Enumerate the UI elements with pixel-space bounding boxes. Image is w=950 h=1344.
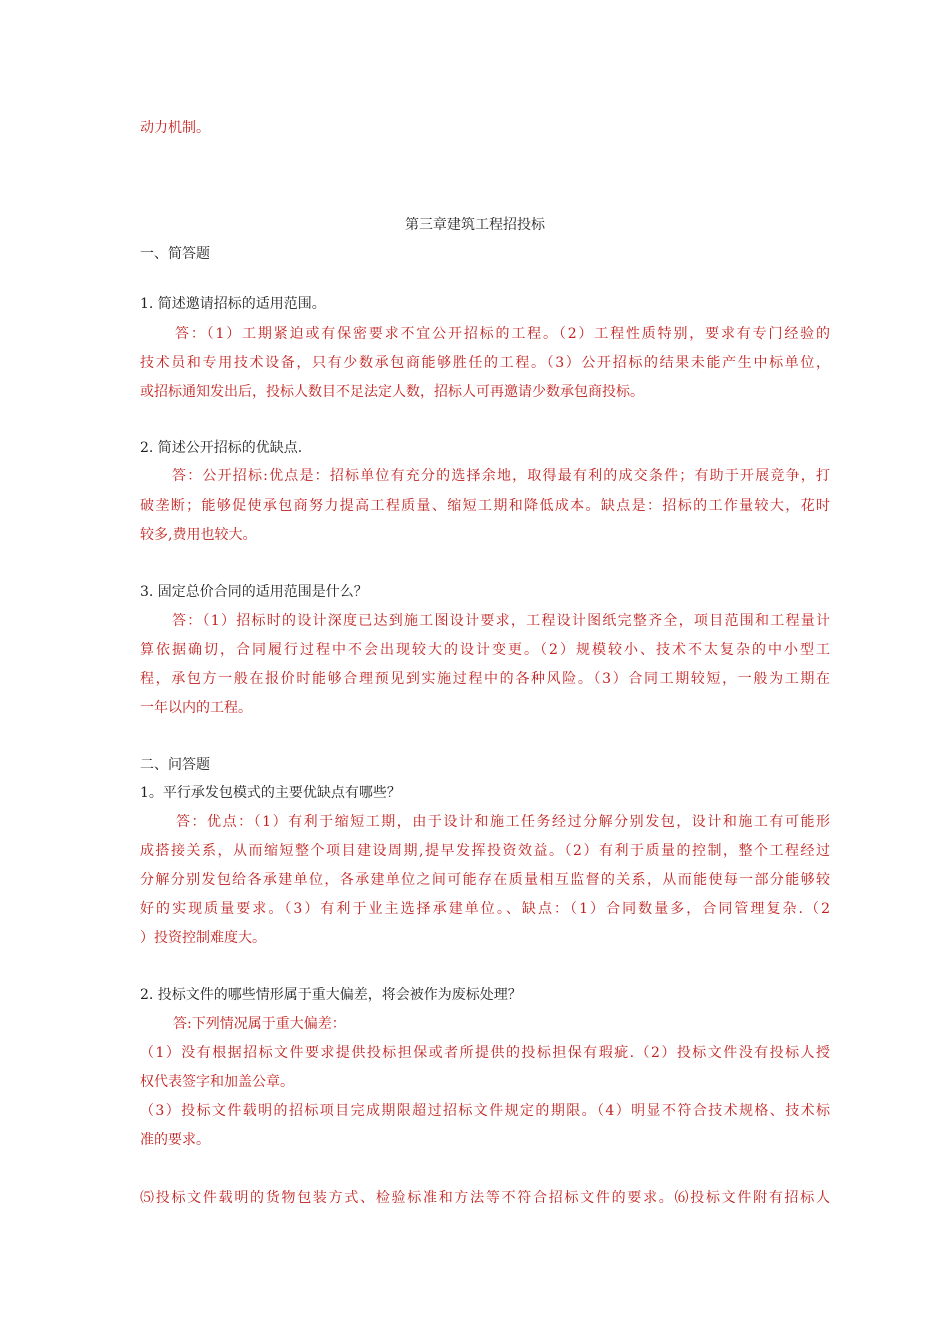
answer-5-line-4: 准的要求。	[140, 1132, 210, 1148]
answer-3-line-1: 答：（1）招标时的设计深度已达到施工图设计要求，工程设计图纸完整齐全，项目范围和工程量计	[172, 613, 830, 629]
answer-5-line-2: 权代表签字和加盖公章。	[140, 1074, 294, 1090]
answer-3-line-4: 一年以内的工程。	[140, 700, 252, 716]
answer-5-intro: 答:下列情况属于重大偏差：	[173, 1016, 346, 1032]
answer-2-line-3: 较多,费用也较大。	[140, 527, 257, 543]
question-3: 3. 固定总价合同的适用范围是什么？	[140, 584, 368, 600]
answer-5-line-1: （1）没有根据招标文件要求提供投标担保或者所提供的投标担保有瑕疵.（2）投标文件没有投标人授	[140, 1045, 830, 1061]
answer-4-line-2: 成搭接关系，从而缩短整个项目建设周期,提早发挥投资效益。（2）有利于质量的控制，整个工程经过	[140, 843, 830, 859]
question-1: 1. 简述邀请招标的适用范围。	[140, 296, 326, 312]
question-2: 2. 简述公开招标的优缺点.	[140, 440, 303, 456]
top-continuation-text: 动力机制。	[140, 120, 210, 136]
answer-3-line-3: 程，承包方一般在报价时能够合理预见到实施过程中的各种风险。（3）合同工期较短，一般为工期在	[140, 671, 830, 687]
answer-4-line-4: 好的实现质量要求。（3）有利于业主选择承建单位。、缺点：（1）合同数量多，合同管理复杂.（2	[140, 901, 830, 917]
answer-3-line-2: 算依据确切，合同履行过程中不会出现较大的设计变更。（2）规模较小、技术不太复杂的中小型工	[140, 642, 830, 658]
chapter-title: 第三章建筑工程招投标	[405, 217, 545, 233]
answer-5-line-3: （3）投标文件载明的招标项目完成期限超过招标文件规定的期限。（4）明显不符合技术规格、技术标	[140, 1103, 830, 1119]
answer-4-line-5: ）投资控制难度大。	[140, 930, 266, 946]
answer-1-line-1: 答：（1）工期紧迫或有保密要求不宜公开招标的工程。（2）工程性质特别，要求有专门经验的	[175, 326, 830, 342]
answer-2-line-1: 答：公开招标:优点是：招标单位有充分的选择余地，取得最有利的成交条件；有助于开展竞争，打	[172, 468, 830, 484]
answer-1-line-2: 技术员和专用技术设备，只有少数承包商能够胜任的工程。（3）公开招标的结果未能产生中标单位，	[140, 355, 830, 371]
answer-4-line-1: 答：优点：（1）有利于缩短工期，由于设计和施工任务经过分解分别发包，设计和施工有可能形	[176, 814, 830, 830]
question-5: 2. 投标文件的哪些情形属于重大偏差，将会被作为废标处理？	[140, 987, 522, 1003]
question-4: 1。平行承发包模式的主要优缺点有哪些？	[140, 785, 401, 801]
answer-5-line-5: ⑸投标文件载明的货物包装方式、检验标准和方法等不符合招标文件的要求。⑹投标文件附有招标人	[140, 1190, 830, 1206]
section-heading-questions: 二、问答题	[140, 757, 210, 773]
answer-2-line-2: 破垄断；能够促使承包商努力提高工程质量、缩短工期和降低成本。缺点是：招标的工作量较大，花时	[140, 498, 830, 514]
answer-1-line-3: 或招标通知发出后，投标人数目不足法定人数，招标人可再邀请少数承包商投标。	[140, 384, 644, 400]
answer-4-line-3: 分解分别发包给各承建单位，各承建单位之间可能存在质量相互监督的关系，从而能使每一部分能够较	[140, 872, 830, 888]
section-heading-short-answer: 一、简答题	[140, 246, 210, 262]
